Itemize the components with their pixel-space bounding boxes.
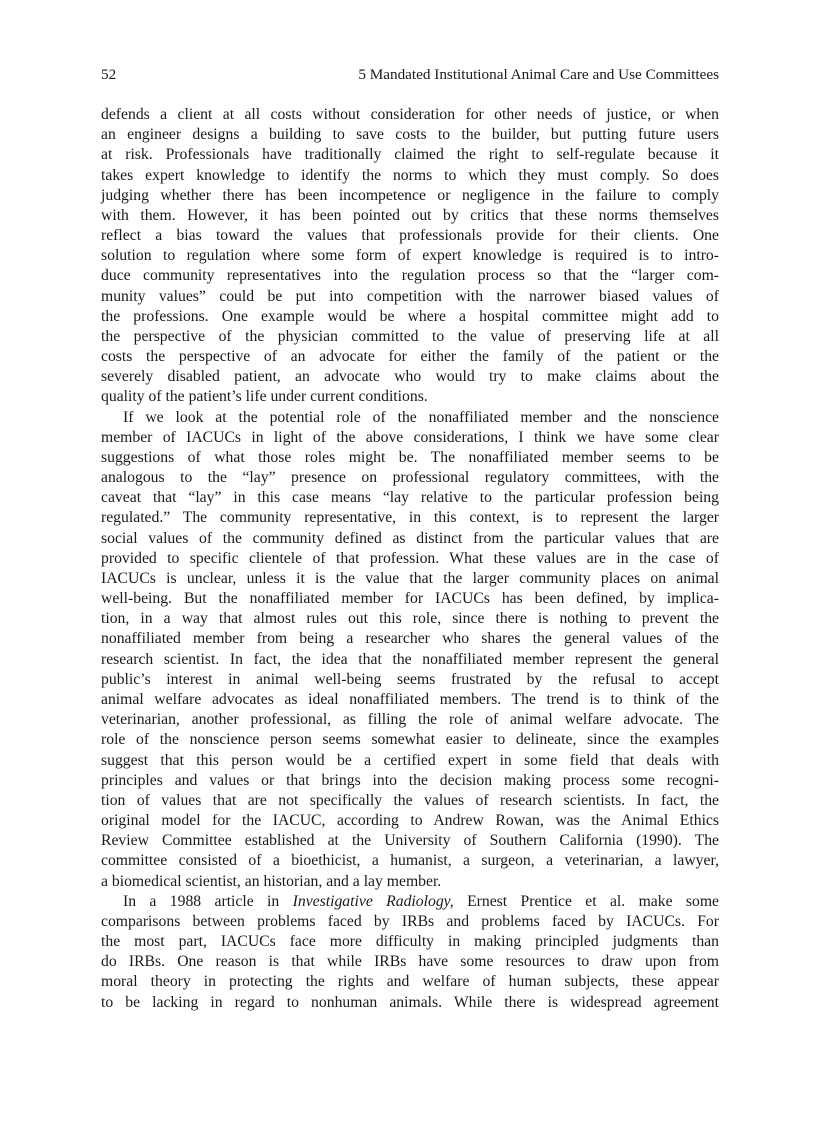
- text-line: [101, 811, 719, 831]
- text-segment: animal welfare advocates as ideal nonaffiliated members. The trend is to think of the: [101, 690, 719, 708]
- text-line: [101, 932, 719, 952]
- text-line: [101, 670, 719, 690]
- text-segment: principles and values or that brings into the decision making process some recogni-: [101, 771, 719, 789]
- text-line: [101, 347, 719, 367]
- page-number: 52: [101, 66, 117, 83]
- text-line: [101, 529, 719, 549]
- text-line: [101, 952, 719, 972]
- text-line: [101, 912, 719, 932]
- text-segment: social values of the community defined as distinct from the particular values that are: [101, 529, 719, 547]
- text-line: [101, 448, 719, 468]
- text-line: [101, 972, 719, 992]
- text-line: [101, 872, 719, 892]
- text-segment: costs the perspective of an advocate for either the family of the patient or the: [101, 348, 719, 366]
- text-segment: member of IACUCs in light of the above considerations, I think we have some clear: [101, 428, 719, 446]
- text-segment: Ernest Prentice et al. make some: [453, 892, 720, 910]
- text-line: [101, 166, 719, 186]
- text-segment: at risk. Professionals have traditionally claimed the right to self-regulate because it: [101, 146, 719, 164]
- text-line: [101, 851, 719, 871]
- text-segment: research scientist. In fact, the idea that the nonaffiliated member represent the general: [101, 650, 719, 668]
- text-line: [101, 892, 719, 912]
- text-line: [101, 488, 719, 508]
- text-line: [101, 125, 719, 145]
- text-line: [101, 710, 719, 730]
- text-line: [101, 629, 719, 649]
- text-segment: tion of values that are not specifically the values of research scientists. In fact, the: [101, 791, 719, 809]
- text-segment: to be lacking in regard to nonhuman animals. While there is widespread agreement: [101, 993, 719, 1011]
- text-segment: the most part, IACUCs face more difficulty in making principled judgments than: [101, 933, 719, 951]
- text-line: [101, 993, 719, 1013]
- text-segment: suggest that this person would be a certified expert in some field that deals with: [101, 751, 719, 769]
- text-segment: duce community representatives into the regulation process so that the “larger com-: [101, 267, 719, 285]
- text-line: [101, 206, 719, 226]
- text-segment: with them. However, it has been pointed out by critics that these norms themselves: [101, 206, 719, 224]
- running-title: 5 Mandated Institutional Animal Care and Use Committees: [358, 66, 719, 83]
- text-segment: If we look at the potential role of the nonaffiliated member and the nonscience: [123, 408, 719, 426]
- text-segment: veterinarian, another professional, as filling the role of animal welfare advocate. The: [101, 711, 719, 729]
- text-line: [101, 468, 719, 488]
- text-line: [101, 266, 719, 286]
- text-segment: provided to specific clientele of that profession. What these values are in the case of: [101, 549, 719, 567]
- text-line: [101, 569, 719, 589]
- text-segment: an engineer designs a building to save costs to the builder, but putting future users: [101, 126, 719, 144]
- text-line: [101, 387, 719, 407]
- body-text: [101, 105, 719, 1013]
- text-segment: well-being. But the nonaffiliated member for IACUCs has been defined, by implica-: [101, 590, 719, 608]
- text-line: [101, 791, 719, 811]
- text-segment: original model for the IACUC, according to Andrew Rowan, was the Animal Ethics: [101, 812, 719, 830]
- text-segment: the professions. One example would be where a hospital committee might add to: [101, 307, 719, 325]
- text-segment: In a 1988 article in: [123, 892, 293, 910]
- text-line: [101, 428, 719, 448]
- text-line: [101, 246, 719, 266]
- text-line: [101, 831, 719, 851]
- text-segment: severely disabled patient, an advocate who would try to make claims about the: [101, 368, 719, 386]
- text-line: [101, 367, 719, 387]
- text-segment: Review Committee established at the University of Southern California (1990). The: [101, 832, 719, 850]
- text-segment: nonaffiliated member from being a researcher who shares the general values of the: [101, 630, 719, 648]
- text-line: [101, 226, 719, 246]
- text-segment: quality of the patient’s life under current conditions.: [101, 388, 428, 406]
- text-segment: munity values” could be put into competition with the narrower biased values of: [101, 287, 719, 305]
- text-segment: committee consisted of a bioethicist, a humanist, a surgeon, a veterinarian, a lawyer,: [101, 852, 719, 870]
- running-header: [101, 66, 719, 86]
- text-segment: suggestions of what those roles might be. The nonaffiliated member seems to be: [101, 448, 719, 466]
- text-segment: caveat that “lay” in this case means “lay relative to the particular profession being: [101, 489, 719, 507]
- text-segment: do IRBs. One reason is that while IRBs have some resources to draw upon from: [101, 953, 719, 971]
- text-segment: analogous to the “lay” presence on professional regulatory committees, with the: [101, 469, 719, 487]
- text-line: [101, 690, 719, 710]
- text-line: [101, 105, 719, 125]
- text-line: [101, 609, 719, 629]
- text-line: [101, 549, 719, 569]
- text-segment: comparisons between problems faced by IRBs and problems faced by IACUCs. For: [101, 912, 719, 930]
- text-segment: a biomedical scientist, an historian, and a lay member.: [101, 872, 442, 890]
- text-line: [101, 589, 719, 609]
- text-segment: role of the nonscience person seems somewhat easier to delineate, since the examples: [101, 731, 719, 749]
- text-line: [101, 730, 719, 750]
- text-segment: solution to regulation where some form of expert knowledge is required is to intro-: [101, 247, 719, 265]
- text-line: [101, 186, 719, 206]
- journal-title: Investigative Radiology,: [292, 892, 454, 910]
- text-segment: reflect a bias toward the values that professionals provide for their clients. One: [101, 227, 719, 245]
- text-segment: defends a client at all costs without consideration for other needs of justice, or when: [101, 106, 719, 123]
- text-segment: the perspective of the physician committed to the value of preserving life at all: [101, 327, 719, 345]
- text-line: [101, 751, 719, 771]
- text-line: [101, 145, 719, 165]
- text-line: [101, 650, 719, 670]
- text-segment: public’s interest in animal well-being seems frustrated by the refusal to accept: [101, 670, 719, 688]
- text-line: [101, 771, 719, 791]
- text-line: [101, 508, 719, 528]
- text-line: [101, 408, 719, 428]
- text-segment: regulated.” The community representative, in this context, is to represent the larger: [101, 509, 719, 527]
- text-segment: moral theory in protecting the rights and welfare of human subjects, these appear: [101, 973, 719, 991]
- text-segment: takes expert knowledge to identify the norms to which they must comply. So does: [101, 166, 719, 184]
- text-segment: IACUCs is unclear, unless it is the value that the larger community places on animal: [101, 569, 719, 587]
- text-segment: judging whether there has been incompetence or negligence in the failure to comply: [101, 186, 719, 204]
- text-line: [101, 287, 719, 307]
- text-segment: tion, in a way that almost rules out this role, since there is nothing to prevent the: [101, 610, 719, 628]
- text-line: [101, 307, 719, 327]
- text-line: [101, 327, 719, 347]
